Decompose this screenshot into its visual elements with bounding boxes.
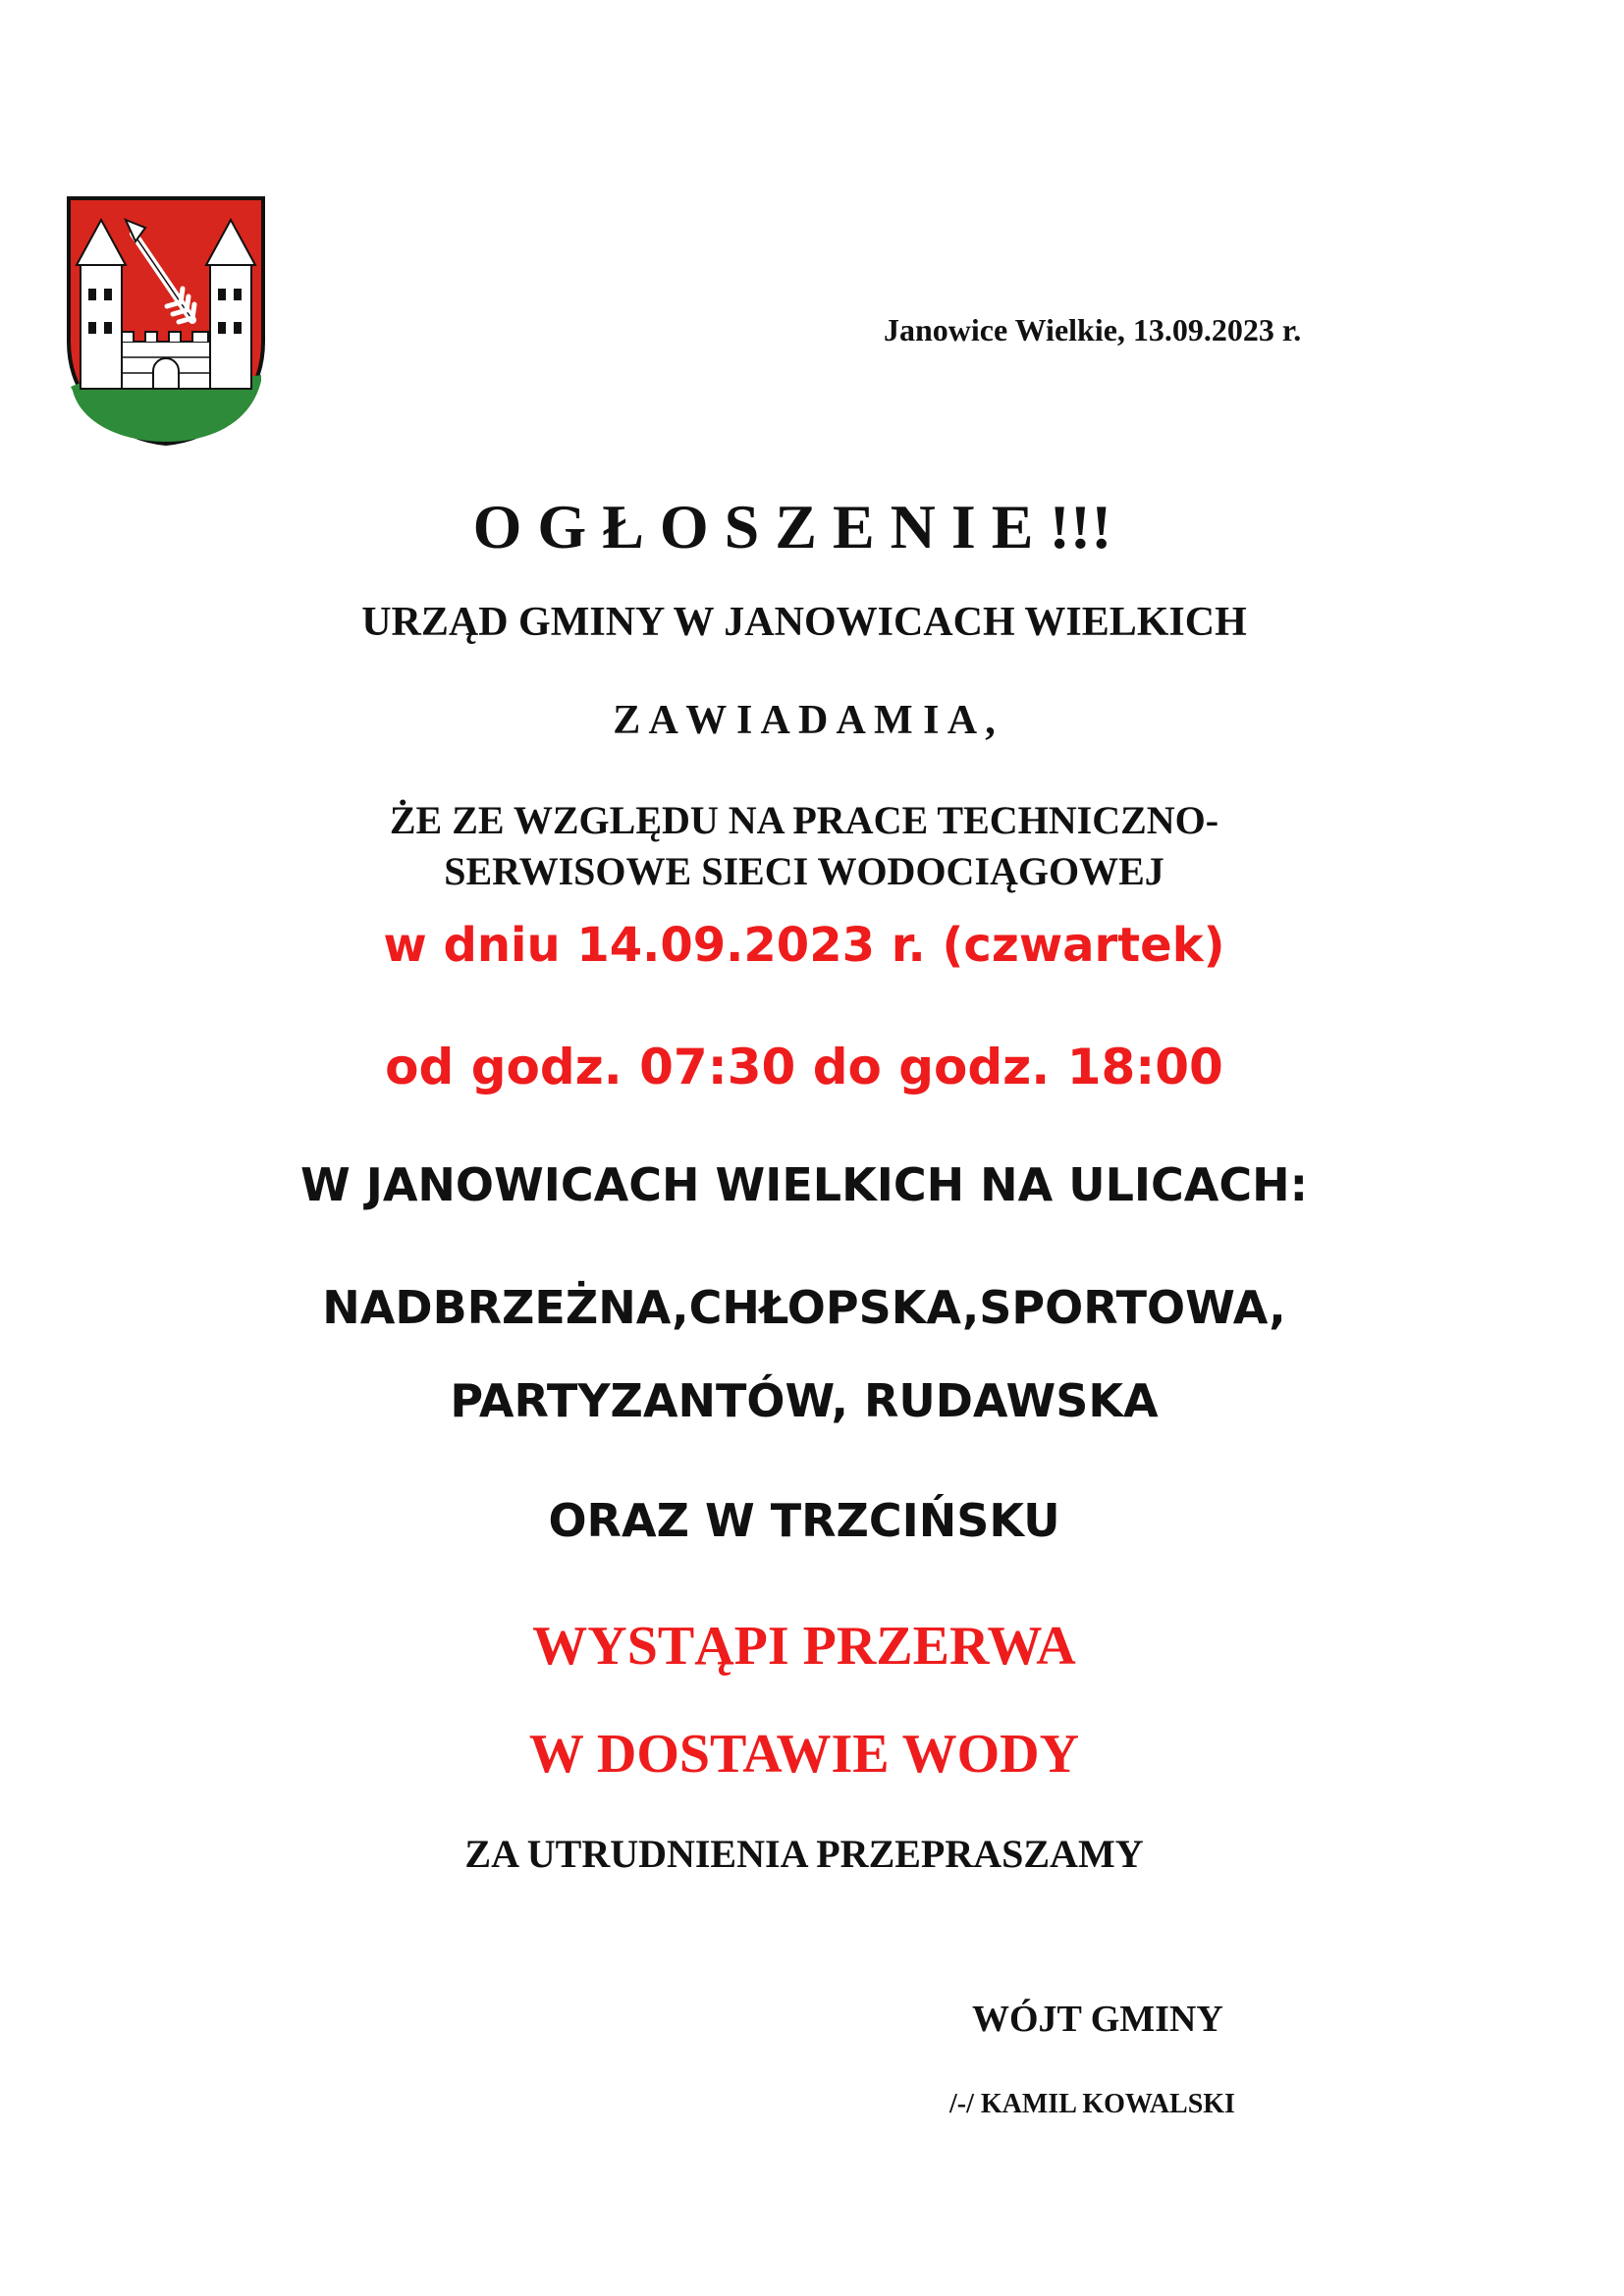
- reason-line-2: SERWISOWE SIECI WODOCIĄGOWEJ: [444, 849, 1164, 893]
- outage-date: w dniu 14.09.2023 r. (czwartek): [383, 918, 1225, 973]
- signature-role: WÓJT GMINY: [972, 1999, 1223, 2040]
- outage-time: od godz. 07:30 do godz. 18:00: [385, 1039, 1223, 1095]
- announces-line: Z A W I A D A M I A ,: [613, 698, 996, 743]
- streets-line-1: NADBRZEŻNA,CHŁOPSKA,SPORTOWA,: [322, 1281, 1286, 1334]
- reason-line-1: ŻE ZE WZGLĘDU NA PRACE TECHNICZNO-: [389, 798, 1219, 842]
- outage-line-1: WYSTĄPI PRZERWA: [532, 1616, 1076, 1677]
- signature-name: /-/ KAMIL KOWALSKI: [949, 2089, 1235, 2119]
- location-intro: W JANOWICACH WIELKICH NA ULICACH:: [299, 1158, 1309, 1211]
- coat-of-arms-icon: [65, 194, 267, 448]
- apology-line: ZA UTRUDNIENIA PRZEPRASZAMY: [464, 1832, 1144, 1876]
- streets-line-2: PARTYZANTÓW, RUDAWSKA: [450, 1374, 1159, 1427]
- notice-title: O G Ł O S Z E N I E !!!: [472, 492, 1112, 561]
- date-line: Janowice Wielkie, 13.09.2023 r.: [884, 312, 1302, 347]
- also-in-line: ORAZ W TRZCIŃSKU: [548, 1494, 1060, 1547]
- outage-line-2: W DOSTAWIE WODY: [528, 1724, 1080, 1785]
- issuer-line: URZĄD GMINY W JANOWICACH WIELKICH: [361, 600, 1247, 645]
